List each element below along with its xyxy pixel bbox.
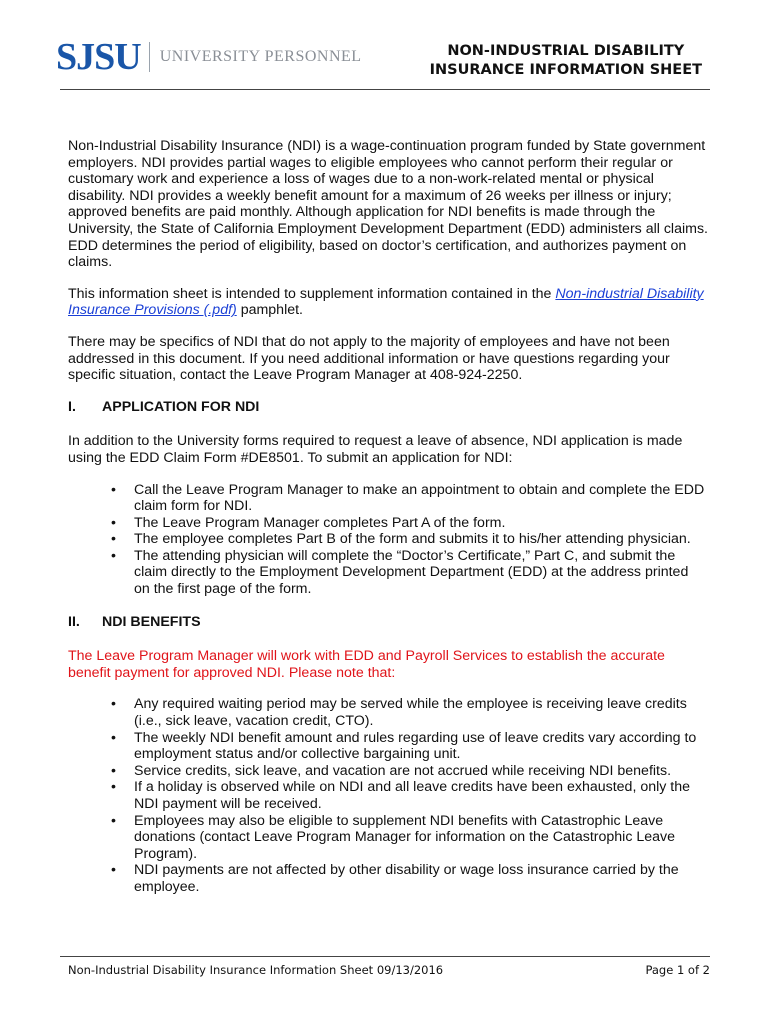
list-item: • NDI payments are not affected by other disability or wage loss insurance carried by the employee. (134, 862, 708, 895)
footer-page-number: Page 1 of 2 (645, 963, 710, 977)
section-application-text: In addition to the University forms required to request a leave of absence, NDI application is made using the EDD Claim Form #DE8501. To submit an application for NDI: (68, 433, 683, 466)
list-item: • Call the Leave Program Manager to make an appointment to obtain and complete the EDD claim form for NDI. (134, 482, 708, 515)
logo-divider (149, 42, 150, 72)
supplement-paragraph (68, 286, 708, 319)
application-steps-list (68, 482, 708, 598)
benefits-notes-list (68, 696, 708, 895)
sjsu-logo (56, 38, 362, 76)
document-body (68, 138, 708, 912)
supplement-text-after: pamphlet. (236, 302, 303, 319)
footer-rule (60, 956, 710, 957)
section-title: NDI BENEFITS (102, 613, 201, 630)
contact-paragraph: There may be specifics of NDI that do not apply to the majority of employees and have not been addressed in this document. If you need additional information or have questions regarding your specific situation, contact the Leave Program Manager at 408-924-2250. (68, 333, 670, 384)
document-title (430, 42, 702, 80)
section-number: I. (68, 398, 76, 415)
list-item: • Any required waiting period may be served while the employee is receiving leave credits (i.e., sick leave, vacation credit, CTO). (134, 696, 708, 729)
title-line-2: INSURANCE INFORMATION SHEET (429, 62, 702, 78)
header-rule (60, 89, 710, 90)
logo-mark: SJSU (56, 36, 141, 78)
ndi-provisions-link[interactable]: Non-industrial Disability Insurance Provisions (.pdf) (68, 285, 704, 319)
section-application-heading (68, 399, 708, 416)
intro-paragraph: Non-Industrial Disability Insurance (NDI) is a wage-continuation program funded by State government employers. NDI provides partial wages to eligible employees who cannot perform their regular or customary work and experience a loss of wages due to a non-work-related mental or physical disability. NDI provides a weekly benefit amount for a maximum of 26 weeks per illness or injury; approved benefits are paid monthly. Although application for NDI benefits is made through the University, the State of California Employment Development Department (EDD) administers all claims. EDD determines the period of eligibility, based on doctor’s certification, and authorizes payment on claims. (68, 138, 708, 271)
section-benefits-heading (68, 614, 708, 631)
footer-document-name: Non-Industrial Disability Insurance Information Sheet 09/13/2016 (68, 963, 444, 977)
list-item: • The attending physician will complete the “Doctor’s Certificate,” Part C, and submit the claim directly to the Employment Development Department (EDD) at the address printed on the first page of the form. (134, 548, 708, 598)
supplement-text-before: This information sheet is intended to supplement information contained in the (68, 285, 556, 302)
logo-unit-name: UNIVERSITY PERSONNEL (159, 48, 362, 65)
section-benefits-text: The Leave Program Manager will work with EDD and Payroll Services to establish the accurate benefit payment for approved NDI. Please note that: (68, 648, 665, 681)
list-item: • The employee completes Part B of the form and submits it to his/her attending physician. (134, 531, 708, 548)
list-item: • Employees may also be eligible to supplement NDI benefits with Catastrophic Leave donations (contact Leave Program Manager for information on the Catastrophic Leave Program). (134, 813, 708, 863)
list-item: • The Leave Program Manager completes Part A of the form. (134, 515, 708, 532)
section-number: II. (68, 613, 80, 630)
section-title: APPLICATION FOR NDI (102, 398, 260, 415)
list-item: • Service credits, sick leave, and vacation are not accrued while receiving NDI benefits. (134, 763, 708, 780)
page-header (0, 0, 770, 92)
list-item: • The weekly NDI benefit amount and rules regarding use of leave credits vary according to employment status and/or collective bargaining unit. (134, 730, 708, 763)
list-item: • If a holiday is observed while on NDI and all leave credits have been exhausted, only the NDI payment will be received. (134, 779, 708, 812)
title-line-1: NON-INDUSTRIAL DISABILITY (447, 43, 685, 59)
